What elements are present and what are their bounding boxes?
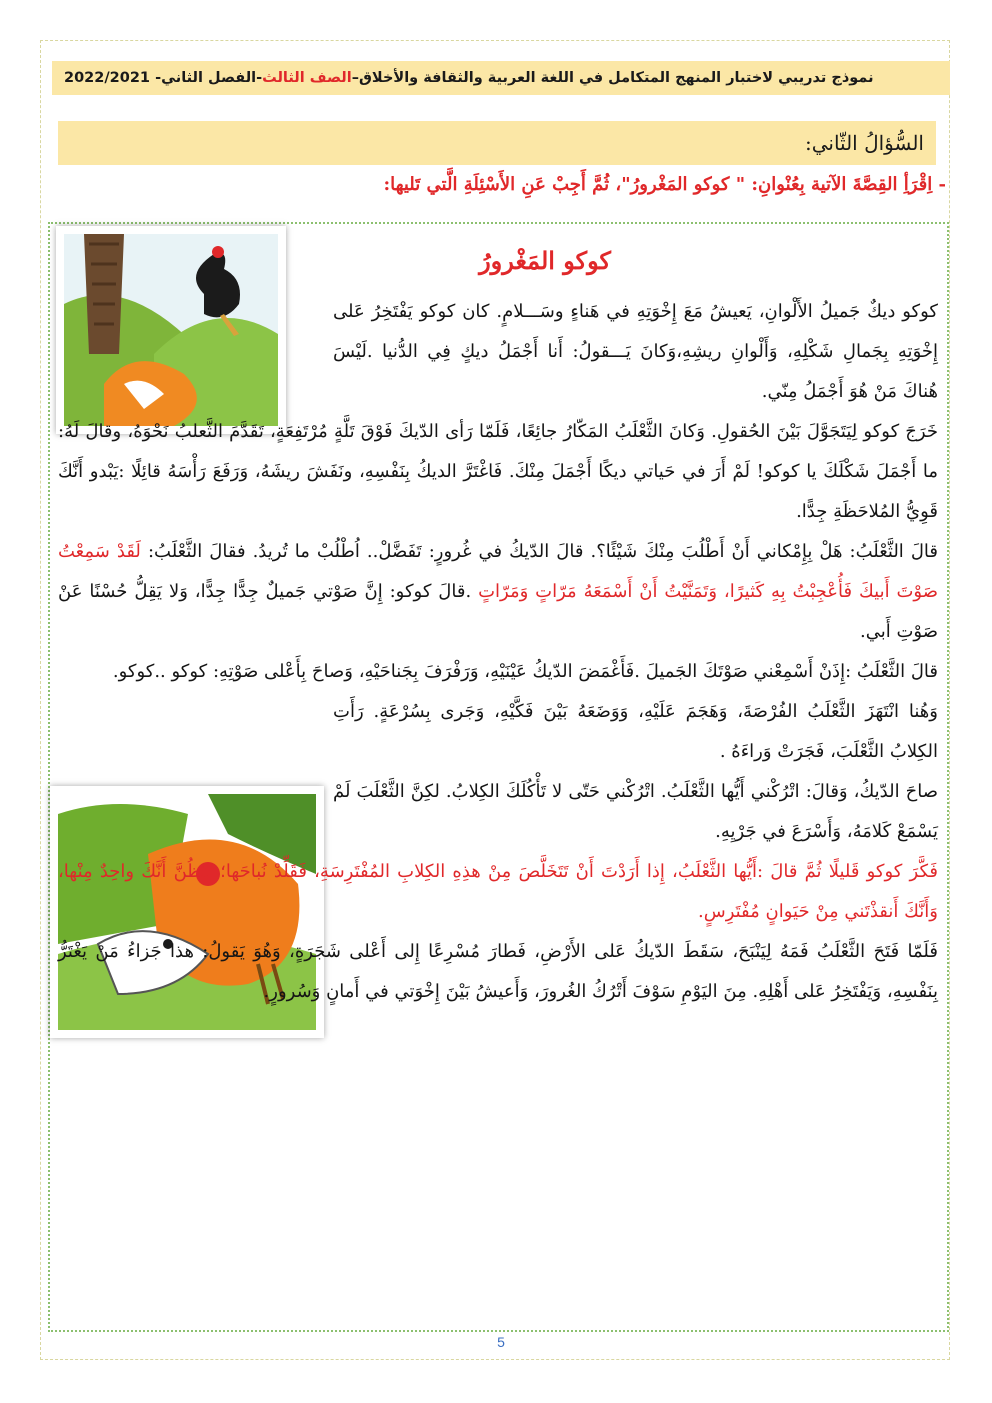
header-text: نموذج تدريبي لاختبار المنهج المتكامل في اللغة العربية والثقافة والأخلاق– <box>351 70 874 86</box>
story-paragraph-6: صاحَ الدّيكُ، وَقالَ: اتْرُكْني أَيُّها الثَّعْلَبُ. اتْرُكْني حَتّى لا تَأْكُلَكَ الكِلابُ. لكِنَّ الثَّعْلَبَ لَمْ يَسْمَعْ كَلامَهُ، وَأَسْرَعَ في جَرْيِهِ. <box>333 781 938 842</box>
fox-request: قالَ الثَّعْلَبُ: هَلْ بِإِمْكاني أَنْ أَطْلُبَ مِنْكَ شَيْئًا؟. قالَ الدّيكُ في غُرورٍ: تَفَضَّلْ.. اُطْلُبْ ما تُريدُ. فقالَ الثَّعْلَبُ: <box>140 541 939 562</box>
story-paragraph-5: وَهُنا انْتَهَزَ الثَّعْلَبُ الفُرْصَةَ، وَهَجَمَ عَلَيْهِ، وَوَضَعَهُ بَيْنَ فَكَّيْهِ، وَجَرى بِسُرْعَةٍ. رَأَتِ الكِلابُ الثَّعْلَبَ، فَجَرَتْ وَراءَهُ . <box>333 701 938 762</box>
story-text <box>58 292 938 1012</box>
header-grade: الصف الثالث <box>262 70 352 86</box>
header-term: -الفصل الثاني- 2022/2021 <box>64 70 263 86</box>
story-paragraph-8: فَلَمّا فَتَحَ الثَّعْلَبُ فَمَهُ لِيَنْبَحَ، سَقَطَ الدّيكُ عَلى الأَرْضِ، فَطارَ مُسْرِعًا إِلى أَعْلى شَجَرَةٍ، وَهُوَ يَقولُ: هذا جَزاءُ مَنْ يَغْتَرُّ بِنَفْسِهِ، وَيَفْتَخِرُ عَلى أَهْلِهِ. مِنَ اليَوْمِ سَوْفَ أَتْرُكُ الغُرورَ، وَأَعيشُ بَيْنَ إِخْوَتي في أَمانٍ وَسُرورٍ. <box>58 941 938 1002</box>
fox-quote: لَقَدْ سَمِعْتُ صَوْتَ أَبيكَ فَأُعْجِبْتُ بِهِ كَثيرًا، وَتَمَنَّيْتُ أَنْ أَسْمَعَهُ مَرّاتٍ وَمَرّاتٍ <box>58 541 939 602</box>
koko-reply: .قالَ كوكو: إِنَّ صَوْتي جَميلٌ جِدًّا جِدًّا، وَلا يَقِلُّ حُسْنًا عَنْ صَوْتِ أَبي. <box>58 581 938 642</box>
instruction: - اِقْرَأِ القِصَّةَ الآتية بِعُنْوانِ: " كوكو المَغْرورُ"، ثُمَّ أَجِبْ عَنِ الأَسْئِلَةِ الَّتي تَليها: <box>383 174 946 195</box>
header-bar <box>52 61 950 95</box>
story-paragraph-4: قالَ الثَّعْلَبُ :إِذَنْ أَسْمِعْني صَوْتَكَ الجَميلَ .فَأَغْمَضَ الدّيكُ عَيْنَيْهِ، وَرَفْرَفَ بِجَناحَيْهِ، وَصاحَ بِأَعْلى صَوْتِهِ: كوكو ..كوكو. <box>112 661 938 682</box>
story-paragraph-1: كوكو ديكٌ جَميلُ الأَلْوانِ، يَعيشُ مَعَ إِخْوَتِهِ في هَناءٍ وسَـــلامٍ. كان كوكو يَفْتَخِرُ عَلى إِخْوَتِهِ بِجَمالِ شَكْلِهِ، وَأَلْوانِ ريشِهِ،وَكانَ يَـــقولُ: أَنا أَجْمَلُ ديكٍ فِي الدُّنيا .لَيْسَ هُناكَ مَنْ هُوَ أَجْمَلُ مِنّي. <box>333 301 938 402</box>
story-paragraph-3 <box>58 532 938 652</box>
page-number: 5 <box>497 1334 505 1350</box>
question-title: السُّؤالُ الثّاني: <box>58 121 936 165</box>
story-title: كوكو المَغْرورُ <box>479 246 611 275</box>
story-paragraph-7: فَكَّرَ كوكو قَليلًا ثُمَّ قالَ :أَيُّها الثَّعْلَبُ، إِذا أَرَدْتَ أَنْ تَتَخَلَّصَ مِنْ هذِهِ الكِلابِ المُفْتَرِسَةِ، فَقَلِّدْ نُباحَها؛ لِتَظُنَّ أَنَّكَ واحِدٌ مِنْها، وَأَنَّكَ أَنقذْتَني مِنْ حَيَوانٍ مُفْتَرِسٍ. <box>58 861 938 922</box>
story-paragraph-2: خَرَجَ كوكو لِيَتَجَوَّلَ بَيْنَ الحُقولِ. وَكانَ الثَّعْلَبُ المَكّارُ جائِعًا، فَلَمّا رَأى الدّيكَ فَوْقَ تَلَّةٍ مُرْتَفِعَةٍ، تَقَدَّمَ الثَّعلبُ نَحْوَهُ، وقالَ لَهُ: ما أَجْمَلَ شَكْلَكَ يا كوكو! لَمْ أَرَ في حَياتي ديكًا أَجْمَلَ مِنْكَ. فَاغْتَرَّ الديكُ بِنَفْسِهِ، ونَفَشَ ريشَهُ، وَرَفَعَ رَأْسَهُ قائِلًا :يَبْدو أَنَّكَ قَوِيُّ المُلاحَظَةِ جِدًّا. <box>58 421 938 522</box>
